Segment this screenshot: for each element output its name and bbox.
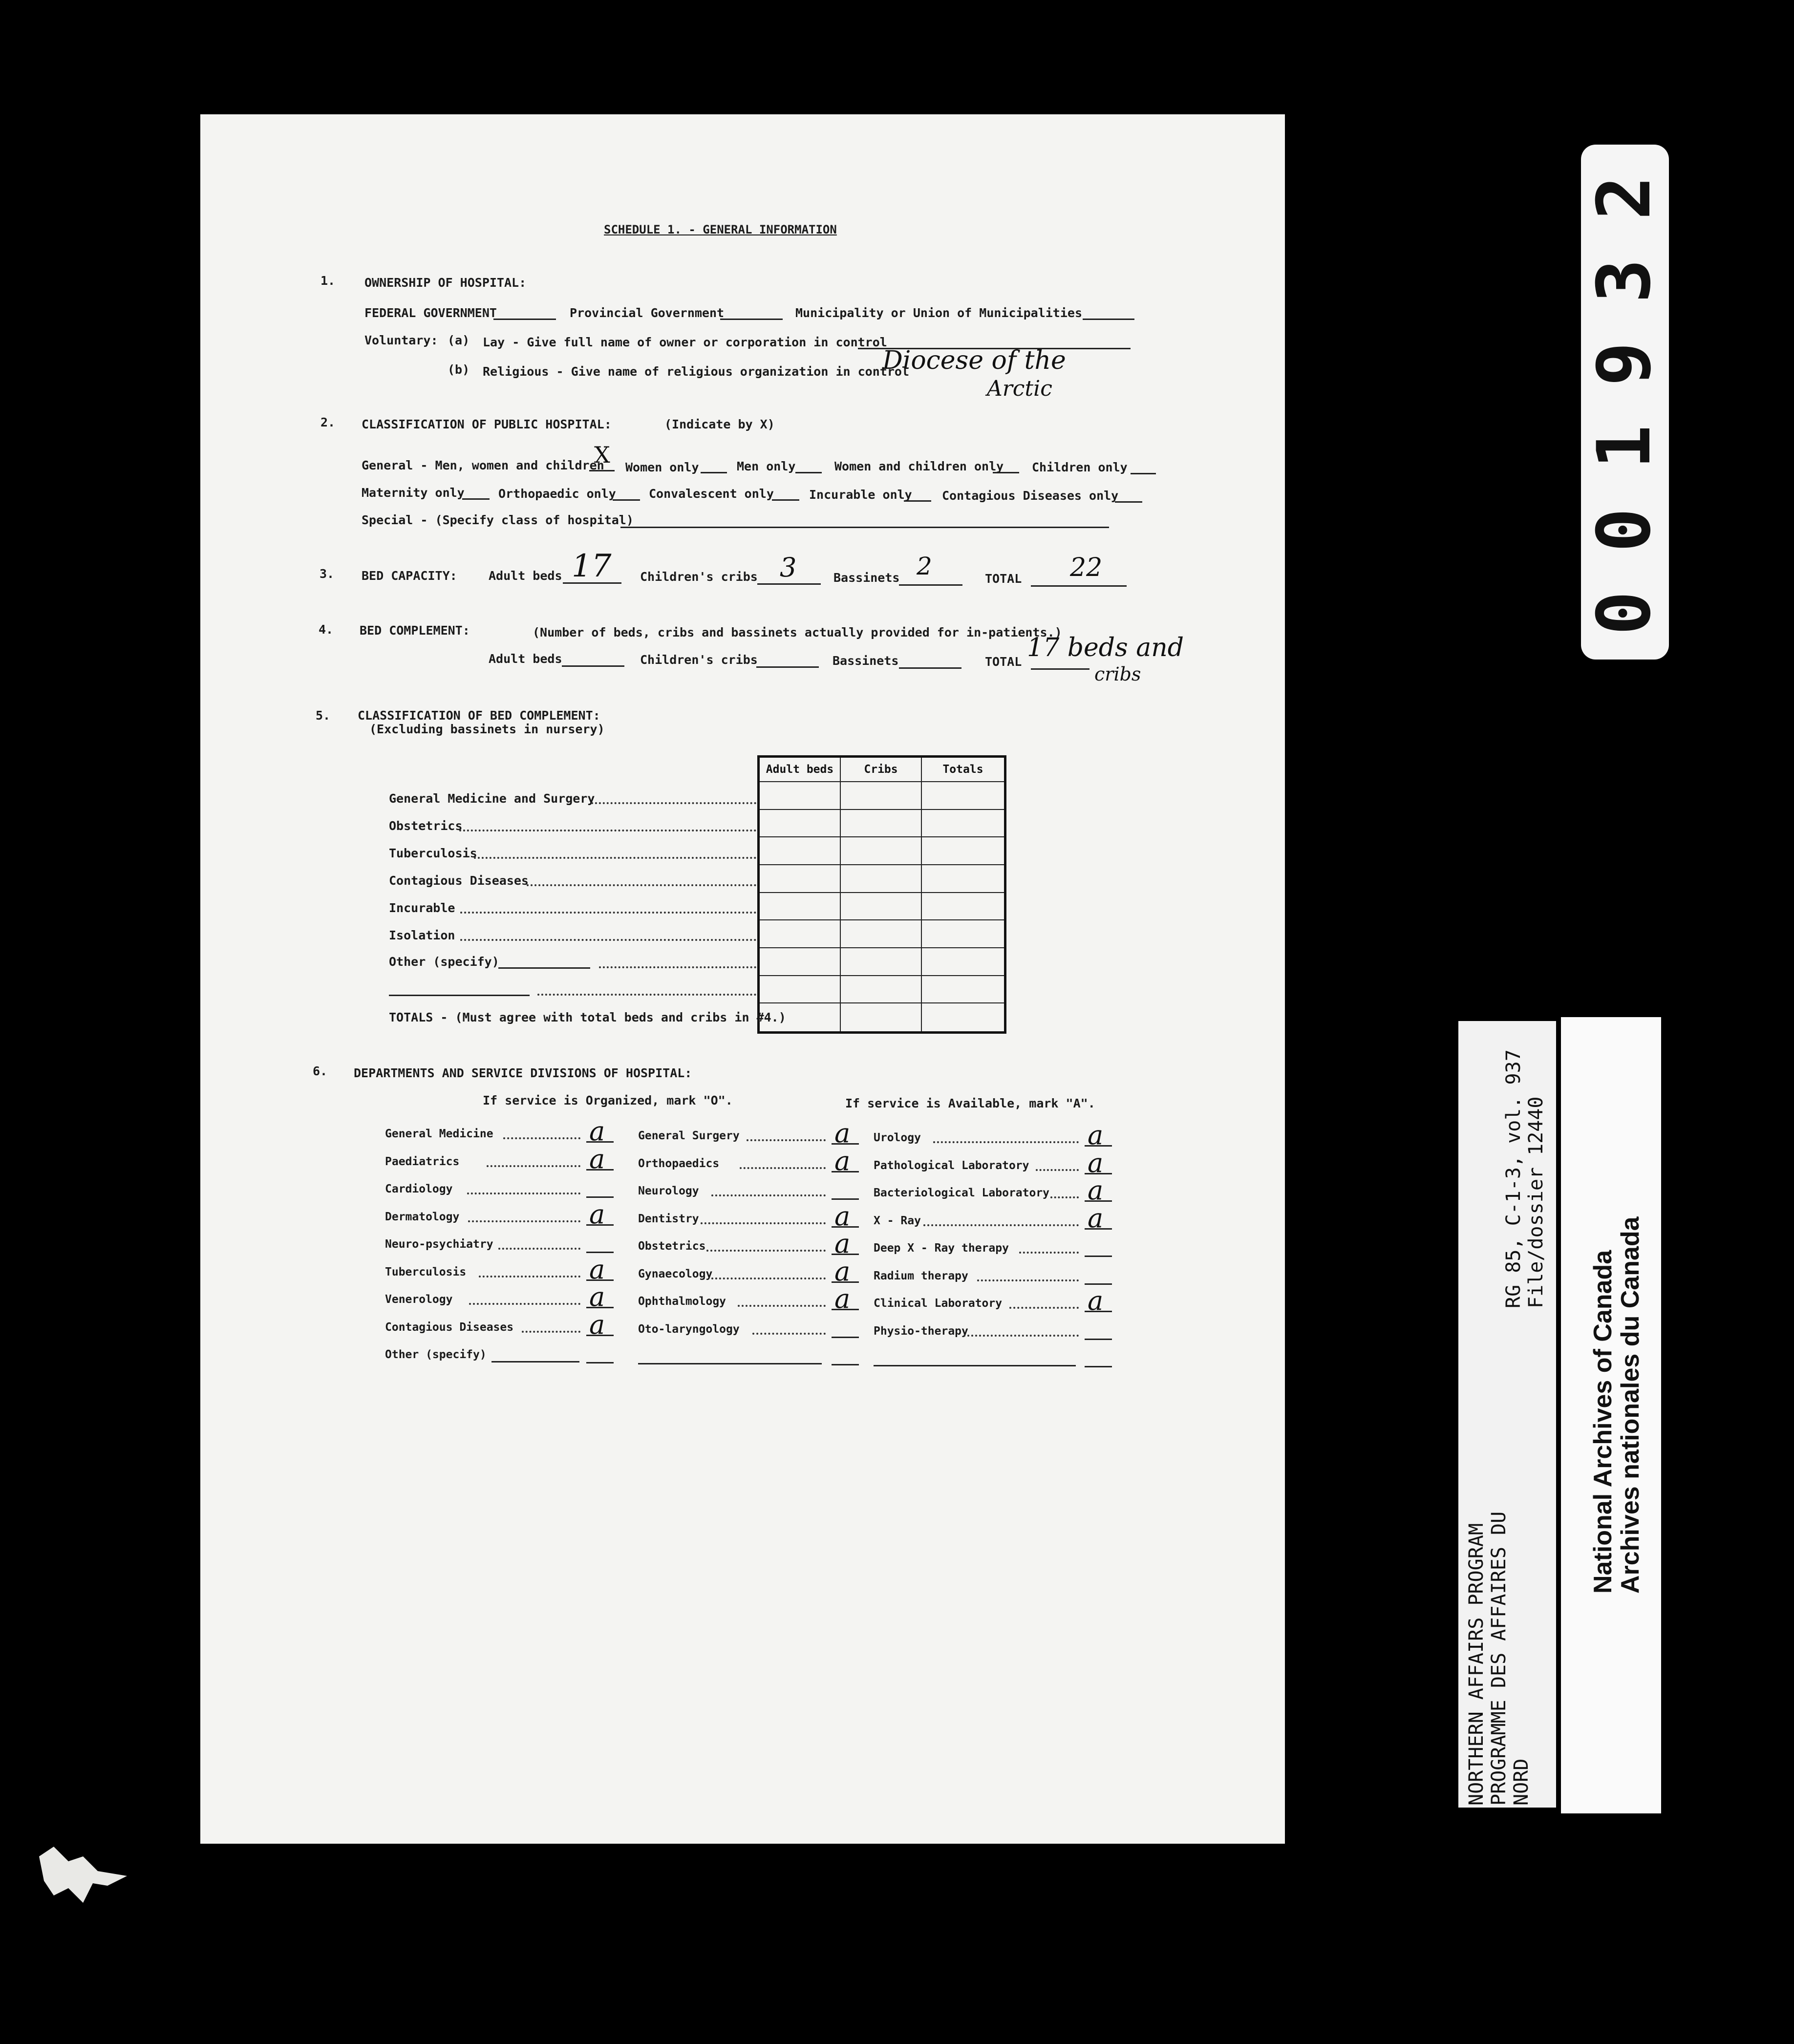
women-only-field[interactable] [701,472,727,473]
women-only-label: Women only [625,460,699,474]
other-specify-field[interactable] [498,967,590,969]
table-cell[interactable] [760,948,841,976]
leader-dots [701,1222,826,1224]
bed-complement-cribs-field[interactable] [756,666,819,668]
table-cell[interactable] [760,837,841,865]
service-mark-field[interactable] [586,1252,614,1253]
table-cell[interactable] [841,920,922,948]
leader-dots [711,1194,826,1196]
service-label: General Surgery [638,1129,740,1142]
service-mark-field[interactable] [832,1198,859,1200]
women-children-only-field[interactable] [993,472,1019,473]
service-label: Clinical Laboratory [874,1297,1003,1310]
service-mark-field[interactable] [1085,1256,1112,1257]
section-1-number: 1. [320,274,336,288]
bed-capacity-bassinets-label: Bassinets [833,571,900,585]
section-4-number: 4. [319,622,334,637]
religious-letter: (b) [448,362,470,377]
federal-label: FEDERAL GOVERNMENT [364,306,497,320]
service-label: Other (specify) [385,1348,487,1361]
orthopaedic-only-field[interactable] [613,499,640,501]
program-label [1458,1021,1556,1808]
leader-dots [469,1303,580,1305]
general-label: General - Men, women and children [362,458,604,472]
convalescent-only-field[interactable] [772,499,799,501]
service-mark: a [589,1144,605,1174]
bed-complement-total-field[interactable] [1031,668,1089,670]
service-label: Radium therapy [874,1270,968,1282]
service-mark-field[interactable] [1085,1366,1112,1367]
row-label-other: Other (specify) [389,955,499,969]
leader-dots [752,1333,826,1335]
service-label: Neuro-psychiatry [385,1238,493,1251]
service-label: Oto-laryngology [638,1323,740,1336]
section-6-heading: DEPARTMENTS AND SERVICE DIVISIONS OF HOSPITAL: [354,1066,692,1080]
schedule-title: SCHEDULE 1. - GENERAL INFORMATION [604,223,837,236]
row-label-isolation: Isolation [389,928,455,942]
bed-complement-total-label: TOTAL [985,655,1022,669]
code-digit: 1 [1582,425,1667,469]
column-header-cribs: Cribs [841,758,922,782]
leader-dots [459,830,756,831]
available-hint: If service is Available, mark "A". [845,1096,1095,1110]
leader-dots [468,1220,580,1222]
row-label-incurable: Incurable [389,901,455,915]
service-label: Physio-therapy [874,1325,968,1338]
service-mark: a [589,1254,605,1285]
men-only-label: Men only [737,459,796,473]
leader-dots [599,966,756,968]
bed-capacity-bassinets-value: 2 [917,552,932,580]
service-mark: a [834,1283,851,1314]
service-mark: a [1088,1203,1104,1234]
totals-label: TOTALS - (Must agree with total beds and cribs in #4.) [389,1010,786,1024]
bed-capacity-cribs-label: Children's cribs [640,570,758,584]
bed-complement-bassinets-label: Bassinets [833,654,899,668]
table-cell[interactable] [922,976,1004,1004]
table-cell[interactable] [760,810,841,838]
file-reference-line-2: File/dossier 12440 [1525,1096,1547,1308]
general-mark: X [594,442,610,468]
service-mark: a [834,1228,851,1259]
table-cell[interactable] [841,893,922,921]
convalescent-only-label: Convalescent only [649,487,774,501]
leader-dots [923,1224,1079,1226]
table-cell[interactable] [841,948,922,976]
leader-dots [747,1139,826,1141]
leader-dots [706,1250,826,1252]
women-children-only-label: Women and children only [834,459,1004,473]
table-cell[interactable] [922,837,1004,865]
table-cell[interactable] [922,782,1004,810]
service-mark-field[interactable] [1085,1339,1112,1340]
table-cell[interactable] [922,948,1004,976]
service-label: X - Ray [874,1214,921,1227]
service-mark: a [834,1146,851,1176]
row-label-contagious: Contagious Diseases [389,873,529,888]
section-2-hint: (Indicate by X) [664,417,775,431]
service-label: Contagious Diseases [385,1321,514,1334]
bed-capacity-adult-label: Adult beds [489,569,562,583]
table-cell[interactable] [760,920,841,948]
lay-letter: (a) [448,333,470,347]
section-3-heading: BED CAPACITY: [362,569,457,583]
program-text [1465,1512,1533,1806]
table-cell[interactable] [841,976,922,1004]
table-cell[interactable] [922,1003,1004,1031]
bed-capacity-adult-value: 17 [572,548,612,584]
service-label: Obstetrics [638,1240,706,1253]
archives-text [1589,1216,1644,1594]
provincial-label: Provincial Government [570,306,725,320]
service-label: Paediatrics [385,1155,460,1168]
children-only-field[interactable] [1131,473,1156,474]
bed-capacity-cribs-value: 3 [780,552,797,583]
section-5-number: 5. [316,708,331,723]
service-label: Urology [874,1131,921,1144]
code-digit: 0 [1582,591,1667,636]
table-cell[interactable] [922,893,1004,921]
file-reference-line-1: RG 85, C-1-3, vol. 937 [1502,1049,1525,1308]
code-digit: 0 [1582,508,1667,553]
leader-dots [1009,1307,1079,1309]
service-label: Ophthalmology [638,1295,726,1308]
leader-dots [977,1279,1079,1281]
leader-dots [467,1192,580,1194]
section-6-number: 6. [313,1064,328,1078]
service-label: Gynaecology [638,1268,713,1280]
service-mark-field[interactable] [1085,1283,1112,1285]
organized-hint: If service is Organized, mark "O". [483,1093,733,1107]
section-5-subheading: (Excluding bassinets in nursery) [369,722,605,736]
service-label: Neurology [638,1185,699,1197]
service-mark-field[interactable] [586,1362,614,1363]
leader-dots [933,1141,1079,1143]
table-cell[interactable] [841,1003,922,1031]
provincial-field[interactable] [720,319,783,320]
leader-dots [1019,1252,1079,1254]
service-label: General Medicine [385,1128,493,1140]
other-service-field[interactable] [491,1361,579,1363]
paper-fragment [34,1842,132,1905]
row-label-tuberculosis: Tuberculosis [389,846,477,860]
service-mark: a [1088,1120,1104,1150]
special-label: Special - (Specify class of hospital) [362,513,634,527]
column-header-adult-beds: Adult beds [760,758,841,782]
service-label: Tuberculosis [385,1266,467,1278]
service-label: Pathological Laboratory [874,1159,1029,1172]
leader-dots [740,1167,826,1169]
table-cell[interactable] [922,865,1004,893]
service-mark: a [1088,1148,1104,1178]
table-cell[interactable] [760,865,841,893]
other-service-field[interactable] [638,1363,822,1364]
leader-dots [487,1165,580,1167]
service-label: Bacteriological Laboratory [874,1187,1050,1199]
service-mark: a [589,1309,605,1340]
contagious-only-field[interactable] [1115,501,1142,503]
table-cell[interactable] [841,782,922,810]
service-mark: a [589,1199,605,1230]
leader-dots [460,939,756,941]
program-line-2: PROGRAMME DES AFFAIRES DU [1488,1511,1510,1806]
leader-dots [1036,1169,1079,1171]
service-mark: a [834,1256,851,1287]
religious-answer-line1: Diocese of the [882,346,1066,375]
table-cell[interactable] [841,837,922,865]
voluntary-label: Voluntary: [364,333,438,347]
service-mark: a [1088,1285,1104,1316]
bed-capacity-bassinets-field[interactable] [899,584,962,586]
file-reference [1502,1049,1547,1308]
bed-complement-adult-label: Adult beds [489,652,562,666]
section-1-heading: OWNERSHIP OF HOSPITAL: [364,276,527,290]
orthopaedic-only-label: Orthopaedic only [498,487,616,501]
table-cell[interactable] [922,810,1004,838]
column-header-totals: Totals [922,758,1004,782]
contagious-only-label: Contagious Diseases only [942,489,1119,503]
leader-dots [591,802,756,804]
table-cell[interactable] [841,810,922,838]
code-digit: 9 [1582,341,1667,386]
service-label: Venerology [385,1293,453,1306]
leader-dots [474,857,756,859]
bed-complement-total-value-line1: 17 beds and [1027,633,1184,662]
religious-answer-line2: Arctic [987,376,1052,401]
bed-capacity-total-value: 22 [1070,553,1103,582]
leader-dots [527,884,756,886]
incurable-only-field[interactable] [904,500,931,502]
table-cell[interactable] [760,782,841,810]
maternity-only-field[interactable] [462,498,490,500]
service-label: Cardiology [385,1183,453,1195]
bed-capacity-cribs-field[interactable] [757,583,821,585]
archives-name-en: National Archives of Canada [1589,1250,1617,1594]
children-only-label: Children only [1032,460,1128,474]
incurable-only-label: Incurable only [809,488,912,502]
archives-label [1561,1017,1661,1813]
leader-dots [479,1276,580,1278]
section-3-number: 3. [320,567,335,581]
bed-capacity-adult-field[interactable] [563,582,621,584]
archives-name-fr: Archives nationales du Canada [1616,1216,1644,1594]
section-2-heading: CLASSIFICATION OF PUBLIC HOSPITAL: [362,417,612,431]
bed-complement-adult-field[interactable] [562,665,624,667]
program-line-3: NORD [1510,1758,1533,1806]
service-mark: a [834,1201,851,1232]
bed-complement-cribs-label: Children's cribs [640,653,758,667]
special-field[interactable] [620,527,1109,528]
municipality-label: Municipality or Union of Municipalities [795,306,1082,320]
service-mark: a [1088,1175,1104,1206]
service-label: Orthopaedics [638,1157,720,1170]
service-mark-field[interactable] [832,1337,859,1338]
service-label: Deep X - Ray therapy [874,1242,1009,1255]
municipality-field[interactable] [1083,319,1134,320]
service-mark-field[interactable] [832,1364,859,1365]
section-4-heading: BED COMPLEMENT: [360,623,470,638]
other-service-field[interactable] [874,1365,1076,1366]
table-cell[interactable] [760,976,841,1004]
service-label: Dermatology [385,1211,460,1223]
men-only-field[interactable] [795,472,822,473]
leader-dots [503,1137,580,1139]
bed-complement-total-value-line2: cribs [1094,663,1141,685]
service-mark: a [589,1116,605,1147]
service-label: Dentistry [638,1213,699,1225]
leader-dots [963,1335,1079,1337]
service-mark-field[interactable] [586,1196,614,1198]
table-cell[interactable] [841,865,922,893]
bed-complement-table [757,755,1006,1034]
bed-capacity-total-label: TOTAL [985,572,1022,586]
form-page [200,114,1285,1844]
religious-label: Religious - Give name of religious organization in control [483,364,909,379]
service-mark: a [589,1281,605,1312]
row-label-obstetrics: Obstetrics [389,819,463,833]
lay-label: Lay - Give full name of owner or corporation in control [483,335,887,349]
bed-complement-bassinets-field[interactable] [899,667,961,669]
other-specify-field-2[interactable] [389,995,530,996]
leader-dots [460,912,756,914]
leader-dots [711,1278,826,1279]
section-4-hint: (Number of beds, cribs and bassinets actually provided for in-patients.) [533,625,1062,639]
code-digit: 3 [1582,258,1667,303]
leader-dots [738,1305,826,1307]
leader-dots [498,1248,580,1250]
service-mark: a [834,1118,851,1149]
federal-field[interactable] [493,319,556,320]
maternity-only-label: Maternity only [362,486,465,500]
row-label-general-medicine: General Medicine and Surgery [389,791,595,806]
code-digit: 2 [1582,175,1667,220]
leader-dots [537,994,756,996]
section-2-number: 2. [320,415,336,429]
table-cell[interactable] [760,893,841,921]
leader-dots [1050,1196,1079,1198]
leader-dots [522,1331,580,1333]
general-field[interactable] [589,470,615,471]
section-5-heading: CLASSIFICATION OF BED COMPLEMENT: [358,708,600,723]
bed-capacity-total-field[interactable] [1031,585,1127,587]
table-cell[interactable] [922,920,1004,948]
program-line-1: NORTHERN AFFAIRS PROGRAM [1465,1523,1488,1806]
